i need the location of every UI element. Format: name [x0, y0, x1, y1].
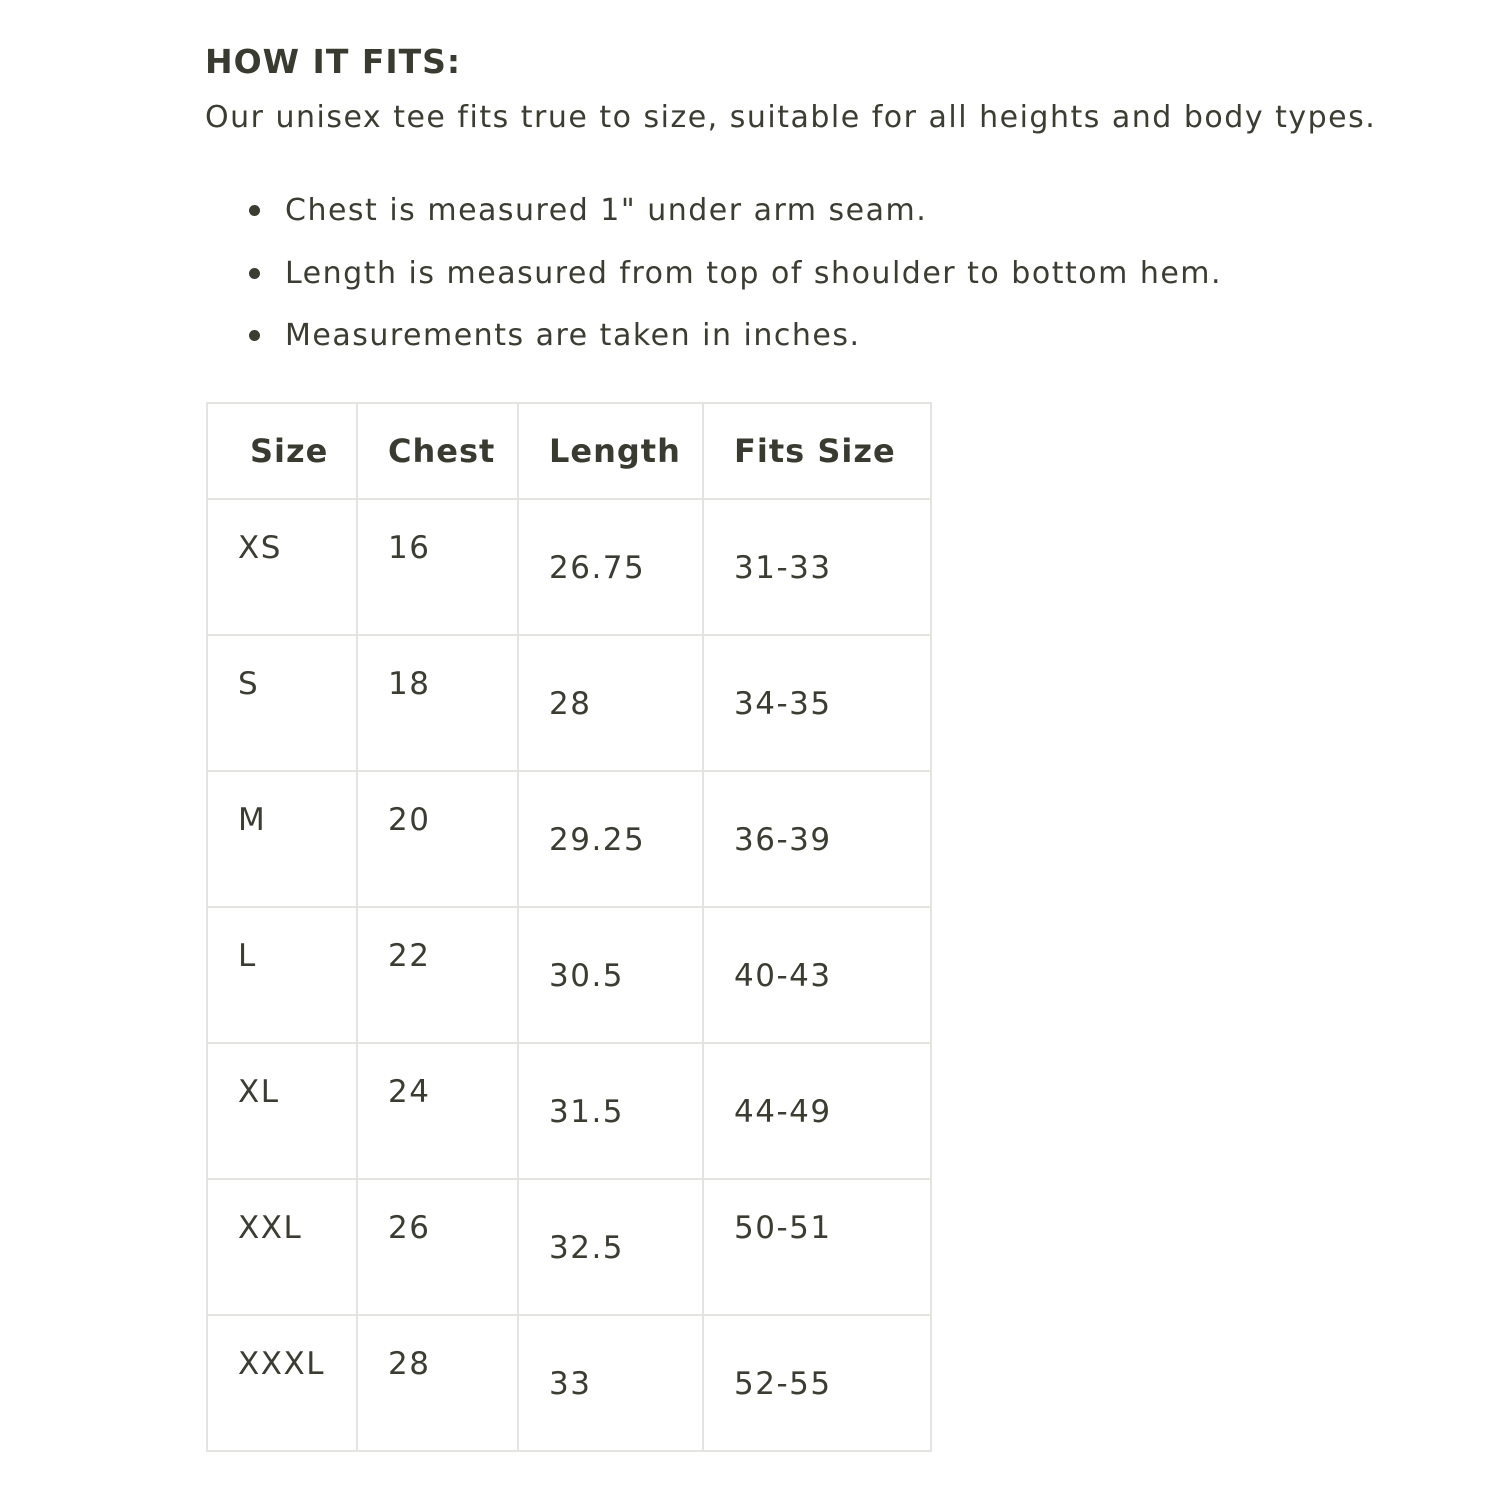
cell-chest: 28 [357, 1315, 518, 1451]
cell-fits-size: 44-49 [703, 1043, 931, 1179]
cell-length: 32.5 [518, 1179, 703, 1315]
cell-chest: 20 [357, 771, 518, 907]
cell-size: XXL [207, 1179, 357, 1315]
list-item [245, 190, 1222, 253]
section-heading: HOW IT FITS: [205, 42, 462, 81]
table-row [207, 635, 931, 771]
header-size: Size [207, 403, 357, 499]
cell-length: 29.25 [518, 771, 703, 907]
cell-size: XS [207, 499, 357, 635]
intro-text: Our unisex tee fits true to size, suitable for all heights and body types. [205, 100, 1377, 135]
bullet-text: Measurements are taken in inches. [285, 318, 861, 353]
cell-chest: 24 [357, 1043, 518, 1179]
table-row [207, 499, 931, 635]
table-row [207, 1043, 931, 1179]
cell-fits-size: 40-43 [703, 907, 931, 1043]
table-row [207, 907, 931, 1043]
cell-fits-size: 52-55 [703, 1315, 931, 1451]
cell-chest: 18 [357, 635, 518, 771]
cell-fits-size: 34-35 [703, 635, 931, 771]
cell-size: L [207, 907, 357, 1043]
table-row [207, 771, 931, 907]
header-chest: Chest [357, 403, 518, 499]
cell-chest: 26 [357, 1179, 518, 1315]
cell-fits-size: 50-51 [703, 1179, 931, 1315]
bullet-icon [249, 330, 260, 341]
cell-size: XL [207, 1043, 357, 1179]
bullet-icon [249, 205, 260, 216]
table-row [207, 1315, 931, 1451]
table-row [207, 1179, 931, 1315]
header-fits-size: Fits Size [703, 403, 931, 499]
cell-length: 28 [518, 635, 703, 771]
header-length: Length [518, 403, 703, 499]
cell-length: 26.75 [518, 499, 703, 635]
cell-length: 31.5 [518, 1043, 703, 1179]
table-header-row [207, 403, 931, 499]
cell-chest: 16 [357, 499, 518, 635]
cell-size: M [207, 771, 357, 907]
cell-length: 30.5 [518, 907, 703, 1043]
list-item [245, 315, 1222, 378]
measurement-notes [245, 190, 1222, 378]
cell-size: S [207, 635, 357, 771]
cell-size: XXXL [207, 1315, 357, 1451]
bullet-text: Chest is measured 1" under arm seam. [285, 193, 928, 228]
cell-fits-size: 31-33 [703, 499, 931, 635]
bullet-text: Length is measured from top of shoulder to bottom hem. [285, 255, 1223, 291]
size-chart-table [206, 402, 932, 1452]
list-item [245, 253, 1222, 316]
bullet-icon [249, 268, 260, 279]
cell-length: 33 [518, 1315, 703, 1451]
cell-chest: 22 [357, 907, 518, 1043]
cell-fits-size: 36-39 [703, 771, 931, 907]
